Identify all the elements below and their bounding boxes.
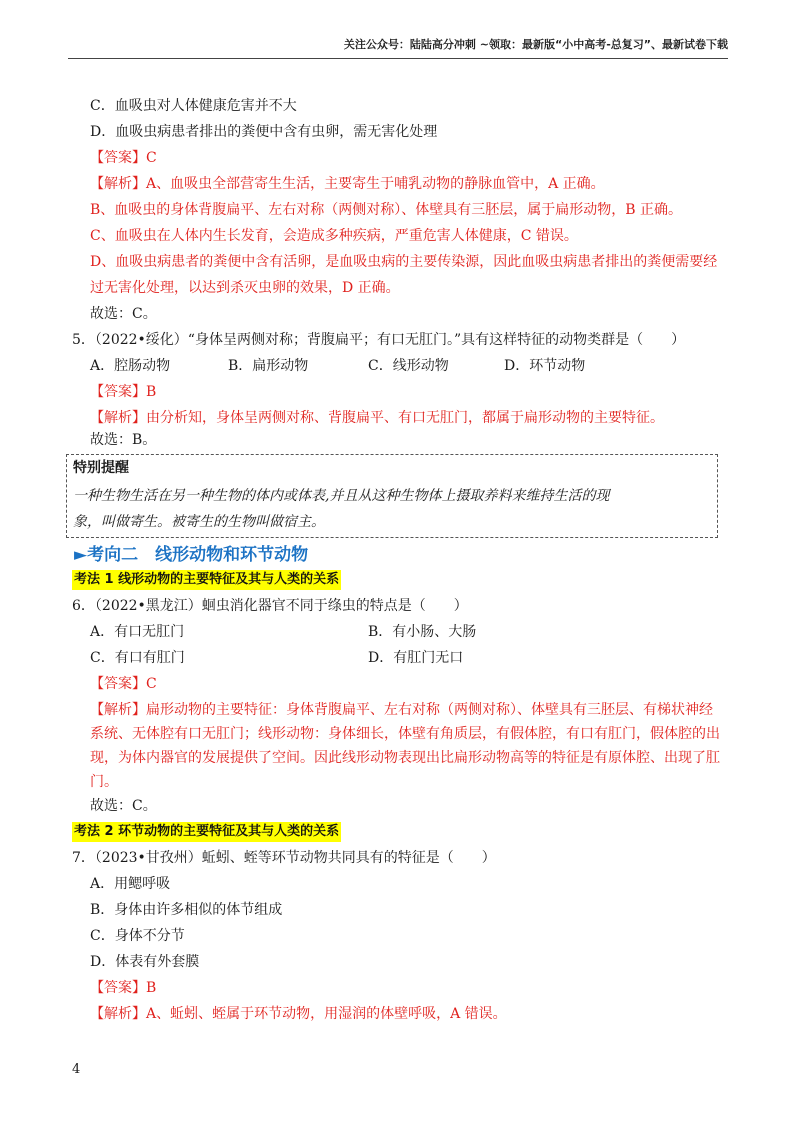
q7-option-c: C．身体不分节 [90,928,185,944]
q5-option-a: A．腔肠动物 [90,358,171,374]
answer-value: B [146,980,157,996]
q6-option-a: A．有口无肛门 [90,624,185,640]
q5-option-c: C．线形动物 [368,358,449,374]
answer-tag: 【答案】 [90,384,146,400]
q4-answer [90,148,157,168]
analysis-text: A、血吸虫全部营寄生生活，主要寄生于哺乳动物的静脉血管中，A 正确。 [146,176,605,192]
answer-value: C [146,150,157,166]
answer-value: C [146,676,157,692]
reminder-line: 象，叫做寄生。被寄生的生物叫做宿主。 [73,514,325,530]
page-header: 关注公众号：陆陆高分冲刺 ~领取：最新版“小中高考-总复习”、最新试卷下载 [68,36,728,59]
q6-stem: 6．（2022•黑龙江）蛔虫消化器官不同于绦虫的特点是（ ） [72,598,468,614]
q7-option-d: D．体表有外套膜 [90,954,200,970]
reminder-title: 特别提醒 [73,460,129,476]
q7-option-b: B．身体由许多相似的体节组成 [90,902,283,918]
q5-analysis [90,408,664,428]
analysis-text: A、蚯蚓、蛭属于环节动物，用湿润的体壁呼吸，A 错误。 [146,1006,507,1022]
analysis-tag: 【解析】 [90,1006,146,1022]
q5-conclusion: 故选：B。 [90,432,157,448]
q6-option-d: D．有肛门无口 [368,650,464,666]
q7-option-a: A．用鳃呼吸 [90,876,171,892]
special-reminder-box [66,454,718,538]
reminder-line: 一种生物生活在另一种生物的体内或体表,并且从这种生物体上摄取养料来维持生活的现 [73,488,610,504]
analysis-text: 扁形动物的主要特征：身体背腹扁平、左右对称（两侧对称）、体壁具有三胚层、有梯状神经 [146,702,713,718]
q4-analysis-line: D、血吸虫病患者的粪便中含有活卵，是血吸虫病的主要传染源，因此血吸虫病患者排出的粪便需要经 [90,254,718,270]
q6-analysis-line: 现，为体内器官的发展提供了空间。因此线形动物表现出比扁形动物高等的特征是有原体腔、出现了肛 [90,750,720,766]
q6-conclusion: 故选：C。 [90,798,157,814]
q7-analysis [90,1004,507,1024]
reminder-body [73,483,703,535]
q4-analysis-line: 过无害化处理，以达到杀灭虫卵的效果，D 正确。 [90,280,400,296]
q6-analysis-line: 系统、无体腔有口无肛门；线形动物：身体细长，体壁有角质层，有假体腔，有口有肛门，假体腔的出 [90,726,720,742]
method-heading-1: 考法 1 线形动物的主要特征及其与人类的关系 [72,570,341,590]
q4-option-c: C．血吸虫对人体健康危害并不大 [90,98,297,114]
q4-analysis-line: B、血吸虫的身体背腹扁平、左右对称（两侧对称）、体壁具有三胚层，属于扁形动物，B 正确。 [90,202,683,218]
q4-option-d: D．血吸虫病患者排出的粪便中含有虫卵，需无害化处理 [90,124,438,140]
q6-analysis-line: 门。 [90,774,118,790]
q5-stem: 5．（2022•绥化）“身体呈两侧对称；背腹扁平；有口无肛门。”具有这样特征的动物类群是（ ） [72,332,686,348]
q4-analysis-line: C、血吸虫在人体内生长发育，会造成多种疾病，严重危害人体健康，C 错误。 [90,228,578,244]
answer-value: B [146,384,157,400]
q6-option-c: C．有口有肛门 [90,650,185,666]
section-heading: ►考向二 线形动物和环节动物 [74,545,309,565]
q4-analysis [90,174,605,194]
q5-answer [90,382,156,402]
answer-tag: 【答案】 [90,980,146,996]
q7-answer [90,978,156,998]
answer-tag: 【答案】 [90,676,146,692]
analysis-text: 由分析知，身体呈两侧对称、背腹扁平、有口无肛门，都属于扁形动物的主要特征。 [146,410,664,426]
method-heading-2: 考法 2 环节动物的主要特征及其与人类的关系 [72,822,341,842]
q5-option-d: D．环节动物 [504,358,586,374]
q6-option-b: B．有小肠、大肠 [368,624,477,640]
q5-option-b: B．扁形动物 [228,358,309,374]
page-number: 4 [72,1062,81,1077]
analysis-tag: 【解析】 [90,702,146,718]
analysis-tag: 【解析】 [90,176,146,192]
q7-stem: 7．（2023•甘孜州）蚯蚓、蛭等环节动物共同具有的特征是（ ） [72,850,496,866]
answer-tag: 【答案】 [90,150,146,166]
q6-answer [90,674,157,694]
q4-conclusion: 故选：C。 [90,306,157,322]
q6-analysis [90,700,713,720]
analysis-tag: 【解析】 [90,410,146,426]
